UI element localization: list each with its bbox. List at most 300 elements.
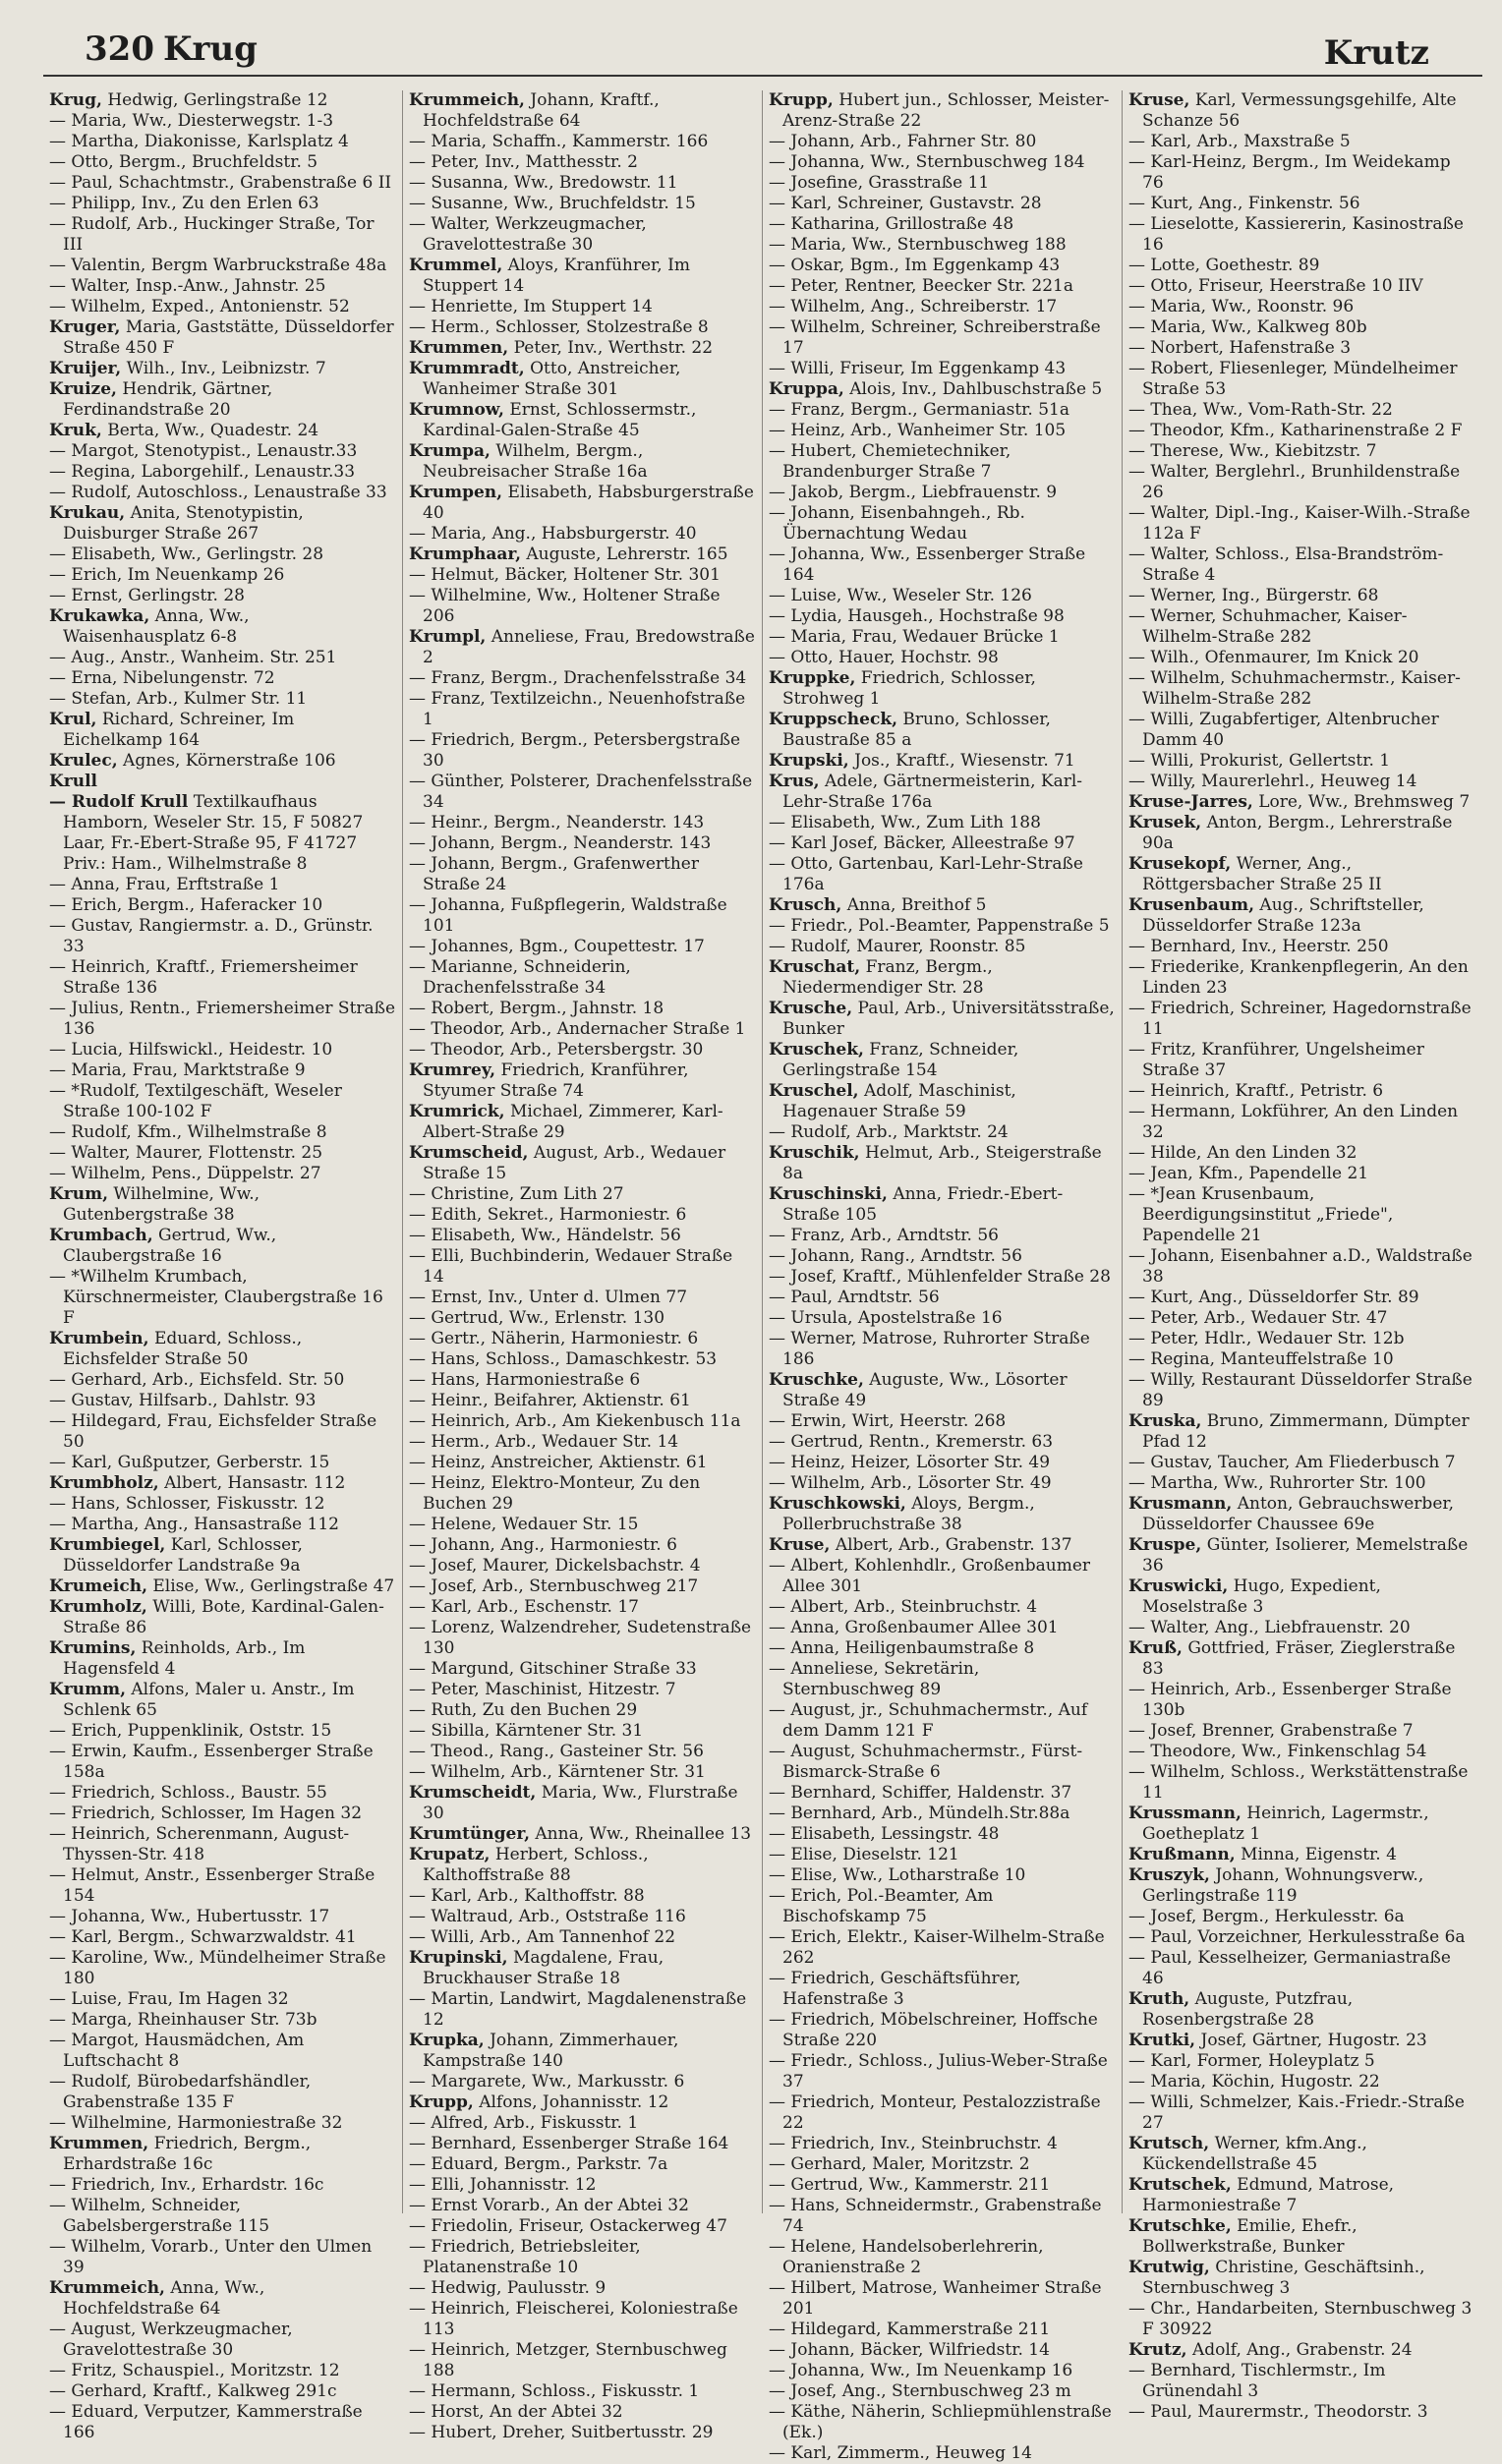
directory-entry — [49, 1865, 396, 1907]
entry-details: — Elisabeth, Ww., Gerlingstr. 28 — [49, 544, 324, 564]
directory-entry — [409, 854, 756, 895]
entry-details: — Susanne, Ww., Bruchfeldstr. 15 — [409, 194, 696, 213]
directory-entry — [409, 194, 756, 214]
directory-entry — [769, 648, 1116, 668]
directory-entry — [769, 359, 1116, 379]
entry-details: — Peter, Inv., Matthesstr. 2 — [409, 152, 638, 172]
entry-details: — Peter, Hdlr., Wedauer Str. 12b — [1128, 1329, 1405, 1348]
entry-details: — Otto, Bergm., Bruchfeldstr. 5 — [49, 152, 318, 172]
entry-details: — Walter, Schloss., Elsa-Brandström-Straße 4 — [1128, 544, 1444, 585]
entry-surname: Kruschinski, — [769, 1184, 888, 1204]
entry-details: Friedrich, Bergm., Erhardstraße 16c — [63, 2134, 312, 2174]
entry-details: — Franz, Bergm., Germaniastr. 51a — [769, 400, 1069, 420]
directory-entry — [49, 1927, 396, 1948]
entry-surname: Krupski, — [769, 751, 849, 771]
entry-details: — August, Werkzeugmacher, Gravelottestraße 30 — [49, 2320, 293, 2360]
directory-entry — [409, 1948, 756, 1989]
directory-entry — [49, 1040, 396, 1060]
directory-entry — [769, 1143, 1116, 1184]
entry-surname: Krumbholz, — [49, 1473, 159, 1493]
entry-details: — Gerhard, Maler, Moritzstr. 2 — [769, 2154, 1030, 2174]
directory-entry — [1128, 1411, 1476, 1453]
directory-entry — [1128, 276, 1476, 297]
directory-entry — [769, 2320, 1116, 2340]
entry-details: Jos., Kraftf., Wiesenstr. 71 — [854, 751, 1075, 771]
entry-details: Wilhelmine, Ww., Gutenbergstraße 38 — [63, 1184, 260, 1225]
entry-details: — Gertrud, Rentn., Kremerstr. 63 — [769, 1432, 1054, 1452]
entry-details: — Friedrich, Schlosser, Im Hagen 32 — [49, 1804, 363, 1823]
entry-details: — Sibilla, Kärntener Str. 31 — [409, 1721, 644, 1741]
entry-details: — Karl, Zimmerm., Heuweg 14 — [769, 2443, 1032, 2463]
entry-details: Maria, Gaststätte, Düsseldorfer Straße 450 F — [63, 317, 394, 358]
entry-details: — Margot, Stenotypist., Lenaustr.33 — [49, 441, 358, 461]
entry-details: — Heinrich, Scherenmann, August-Thyssen-Str. 418 — [49, 1824, 350, 1864]
entry-details: — Friedrich, Inv., Steinbruchstr. 4 — [769, 2134, 1058, 2153]
directory-entry — [769, 1886, 1116, 1927]
entry-details: Magdalene, Frau, Bruckhauser Straße 18 — [423, 1948, 664, 1988]
directory-entry — [769, 1969, 1116, 2010]
entry-details: — Hilde, An den Linden 32 — [1128, 1143, 1358, 1163]
directory-entry — [49, 462, 396, 483]
entry-details: — Philipp, Inv., Zu den Erlen 63 — [49, 194, 319, 213]
entry-details: Adele, Gärtnermeisterin, Karl-Lehr-Straße 176a — [782, 772, 1083, 812]
entry-surname: Krutwig, — [1128, 2258, 1210, 2277]
directory-entry — [49, 565, 396, 586]
directory-entry — [1128, 2175, 1476, 2216]
directory-entry — [1128, 1762, 1476, 1804]
directory-entry — [769, 503, 1116, 544]
directory-entry — [409, 1515, 756, 1535]
entry-details: — Johann, Rang., Arndtstr. 56 — [769, 1246, 1022, 1266]
directory-entry — [769, 483, 1116, 503]
directory-entry — [769, 1556, 1116, 1597]
entry-details: — Bernhard, Essenberger Straße 164 — [409, 2134, 729, 2153]
entry-details: Anton, Gebrauchswerber, Düsseldorfer Chaussee 69e — [1142, 1494, 1455, 1534]
directory-entry — [409, 2134, 756, 2154]
directory-entry — [769, 586, 1116, 606]
entry-details: Christine, Geschäftsinh., Sternbuschweg 3 — [1142, 2258, 1425, 2298]
entry-details: Elisabeth, Habsburgerstraße 40 — [423, 483, 754, 523]
directory-entry — [769, 2051, 1116, 2092]
directory-entry — [409, 1659, 756, 1680]
directory-entry — [1128, 586, 1476, 606]
entry-details: — Willy, Restaurant Düsseldorfer Straße 89 — [1128, 1370, 1473, 1410]
entry-details: — Albert, Arb., Steinbruchstr. 4 — [769, 1597, 1038, 1617]
directory-entry — [409, 1411, 756, 1432]
entry-details: Adolf, Ang., Grabenstr. 24 — [1191, 2340, 1413, 2360]
directory-entry — [1128, 751, 1476, 772]
entry-details: — Karl Josef, Bäcker, Alleestraße 97 — [769, 833, 1075, 853]
directory-entry — [1128, 1040, 1476, 1081]
entry-details: — Heinrich, Kraftf., Friemersheimer Straße 136 — [49, 957, 358, 998]
entry-details: — Norbert, Hafenstraße 3 — [1128, 338, 1352, 358]
directory-entry — [409, 999, 756, 1019]
entry-details: — Hermann, Lokführer, An den Linden 32 — [1128, 1102, 1459, 1142]
entry-details: — Martin, Landwirt, Magdalenenstraße 12 — [409, 1989, 747, 2030]
entry-details: — Kurt, Ang., Finkenstr. 56 — [1128, 194, 1360, 213]
directory-entry — [1128, 854, 1476, 895]
entry-details: — Paul, Arndtstr. 56 — [769, 1288, 940, 1307]
directory-entry — [409, 256, 756, 297]
entry-surname: Kruize, — [49, 379, 117, 399]
directory-entry — [1128, 1638, 1476, 1680]
entry-surname: Krumeich, — [49, 1576, 147, 1596]
directory-entry — [49, 1783, 396, 1804]
entry-surname: Krutki, — [1128, 2031, 1196, 2050]
entry-details: — Wilhelm, Schneider, Gabelsbergerstraße 115 — [49, 2196, 270, 2236]
directory-entry — [769, 999, 1116, 1040]
entry-details: — Heinz, Anstreicher, Aktienstr. 61 — [409, 1453, 708, 1472]
entry-surname: Krusmann, — [1128, 1494, 1233, 1514]
directory-entry — [409, 1535, 756, 1556]
entry-details: — Rudolf, Arb., Huckinger Straße, Tor III — [49, 214, 375, 255]
header-first-entry: Krug — [163, 29, 258, 69]
directory-entry — [1128, 937, 1476, 957]
entry-details: Gottfried, Fräser, Zieglerstraße 83 — [1142, 1638, 1456, 1679]
directory-entry — [409, 1742, 756, 1762]
directory-entry — [1128, 1370, 1476, 1411]
directory-entry — [1128, 2216, 1476, 2258]
directory-entry — [769, 2154, 1116, 2175]
entry-details: — Regina, Laborgehilf., Lenaustr.33 — [49, 462, 356, 482]
directory-entry — [49, 2361, 396, 2381]
entry-details: — Lydia, Hausgeh., Hochstraße 98 — [769, 606, 1065, 626]
entry-surname: Kruijer, — [49, 359, 122, 378]
entry-details: — Friedrich, Schloss., Baustr. 55 — [49, 1783, 327, 1803]
directory-entry — [49, 1515, 396, 1535]
directory-entry — [409, 1907, 756, 1927]
entry-surname: Krumbein, — [49, 1329, 149, 1348]
directory-entry — [1128, 317, 1476, 338]
entry-details: — Chr., Handarbeiten, Sternbuschweg 3 F 30922 — [1128, 2299, 1473, 2339]
directory-entry — [1128, 400, 1476, 421]
directory-entry — [409, 1040, 756, 1060]
directory-entry — [1128, 1494, 1476, 1535]
directory-entry — [409, 1597, 756, 1618]
directory-entry — [769, 1865, 1116, 1886]
directory-entry — [49, 1391, 396, 1411]
directory-entry — [769, 421, 1116, 441]
directory-entry — [49, 173, 396, 194]
entry-details: Michael, Zimmerer, Karl-Albert-Straße 29 — [423, 1102, 723, 1142]
directory-entry — [49, 214, 396, 256]
entry-details: — Friedrich, Inv., Erhardstr. 16c — [49, 2175, 324, 2195]
directory-entry — [409, 1019, 756, 1040]
directory-entry — [1128, 441, 1476, 462]
entry-details: — Anna, Heiligenbaumstraße 8 — [769, 1638, 1035, 1658]
directory-entry — [409, 1329, 756, 1349]
entry-details: Eduard, Schloss., Eichsfelder Straße 50 — [63, 1329, 303, 1369]
entry-details: — Theodor, Kfm., Katharinenstraße 2 F — [1128, 421, 1463, 440]
directory-entry — [409, 627, 756, 668]
directory-entry — [49, 256, 396, 276]
directory-entry — [769, 1453, 1116, 1473]
directory-entry — [769, 2092, 1116, 2134]
entry-details: — Karl, Former, Holeyplatz 5 — [1128, 2051, 1375, 2071]
entry-surname: Kruk, — [49, 421, 102, 440]
directory-entry — [409, 2154, 756, 2175]
entry-details: — Willi, Friseur, Im Eggenkamp 43 — [769, 359, 1067, 378]
directory-entry — [409, 173, 756, 194]
directory-entry — [409, 2092, 756, 2113]
entry-details: — Johanna, Ww., Essenberger Straße 164 — [769, 544, 1086, 585]
directory-entry — [1128, 90, 1476, 132]
directory-entry — [409, 1308, 756, 1329]
directory-entry — [769, 2175, 1116, 2196]
directory-entry — [49, 2175, 396, 2196]
directory-entry — [769, 1597, 1116, 1618]
entry-details: — Werner, Matrose, Ruhrorter Straße 186 — [769, 1329, 1090, 1369]
directory-entry — [409, 1824, 756, 1845]
entry-surname: Krus, — [769, 772, 820, 791]
directory-column-1 — [43, 90, 403, 2442]
entry-details: — Bernhard, Inv., Heerstr. 250 — [1128, 937, 1389, 956]
directory-entry — [409, 2113, 756, 2134]
directory-entry — [1128, 2258, 1476, 2299]
entry-details: — Martha, Ww., Ruhrorter Str. 100 — [1128, 1473, 1426, 1493]
directory-entry — [49, 1164, 396, 1184]
entry-details: — Friederike, Krankenpflegerin, An den Linden 23 — [1128, 957, 1469, 998]
entry-details: — Gertrud, Ww., Erlenstr. 130 — [409, 1308, 665, 1328]
entry-details: — Elli, Johannisstr. 12 — [409, 2175, 597, 2195]
directory-entry — [409, 1700, 756, 1721]
directory-entry — [769, 1226, 1116, 1246]
entry-details: Emilie, Ehefr., Bollwerkstraße, Bunker — [1142, 2216, 1358, 2257]
entry-details: — Peter, Arb., Wedauer Str. 47 — [1128, 1308, 1388, 1328]
entry-surname: Krusche, — [769, 999, 853, 1018]
directory-entry — [409, 1556, 756, 1576]
entry-details: — Bernhard, Schiffer, Haldenstr. 37 — [769, 1783, 1072, 1803]
entry-details: — Bernhard, Tischlermstr., Im Grünendahl 3 — [1128, 2361, 1386, 2401]
directory-entry — [769, 813, 1116, 833]
directory-entry — [1128, 1246, 1476, 1288]
entry-surname: Krupp, — [409, 2092, 474, 2112]
directory-entry — [409, 937, 756, 957]
directory-entry — [49, 606, 396, 648]
directory-entry — [49, 1638, 396, 1680]
directory-entry — [409, 2381, 756, 2402]
directory-entry — [1128, 1473, 1476, 1494]
directory-entry — [1128, 1349, 1476, 1370]
directory-entry — [409, 1886, 756, 1907]
entry-details: — Henriette, Im Stuppert 14 — [409, 297, 653, 316]
entry-surname: Krupp, — [769, 90, 834, 110]
directory-entry — [769, 276, 1116, 297]
entry-details: — Elise, Ww., Lotharstraße 10 — [769, 1865, 1026, 1885]
entry-details: — Walter, Insp.-Anw., Jahnstr. 25 — [49, 276, 326, 296]
directory-entry — [409, 1246, 756, 1288]
entry-details: — Johann, Ang., Harmoniestr. 6 — [409, 1535, 677, 1555]
entry-details: — Willi, Arb., Am Tannenhof 22 — [409, 1927, 676, 1947]
directory-entry — [409, 2237, 756, 2278]
entry-details: — Wilhelmine, Harmoniestraße 32 — [49, 2113, 343, 2133]
directory-entry — [49, 648, 396, 668]
entry-surname: Krummel, — [409, 256, 503, 275]
entry-details: — Karl, Bergm., Schwarzwaldstr. 41 — [49, 1927, 357, 1947]
entry-details: Hendrik, Gärtner, Ferdinandstraße 20 — [63, 379, 273, 420]
entry-details: — Franz, Arb., Arndtstr. 56 — [769, 1226, 999, 1245]
entry-details: — Hildegard, Kammerstraße 211 — [769, 2320, 1051, 2339]
entry-details: — Hans, Harmoniestraße 6 — [409, 1370, 641, 1390]
directory-entry — [49, 1081, 396, 1122]
directory-entry — [769, 895, 1116, 916]
entry-details: — Lotte, Goethestr. 89 — [1128, 256, 1320, 275]
directory-entry — [1128, 152, 1476, 194]
directory-entry — [1128, 359, 1476, 400]
entry-surname: Krumholz, — [49, 1597, 147, 1617]
entry-surname: Krusek, — [1128, 813, 1202, 832]
directory-entry — [1128, 2361, 1476, 2402]
entry-details: — Paul, Vorzeichner, Herkulesstraße 6a — [1128, 1927, 1466, 1947]
entry-details: Peter, Inv., Werthstr. 22 — [513, 338, 714, 358]
entry-details: — Johann, Bergm., Grafenwerther Straße 24 — [409, 854, 699, 894]
entry-details: Albert, Hansastr. 112 — [164, 1473, 346, 1493]
entry-details: — Walter, Dipl.-Ing., Kaiser-Wilh.-Straße 112a F — [1128, 503, 1471, 544]
entry-details: — Helene, Wedauer Str. 15 — [409, 1515, 639, 1534]
entry-details: — Karl-Heinz, Bergm., Im Weidekamp 76 — [1128, 152, 1451, 193]
entry-details: Anna, Ww., Hochfeldstraße 64 — [63, 2278, 265, 2319]
entry-details: — Friedrich, Geschäftsführer, Hafenstraße 3 — [769, 1969, 1021, 2009]
directory-entry — [769, 1329, 1116, 1370]
entry-details: — Horst, An der Abtei 32 — [409, 2402, 623, 2422]
directory-entry — [769, 2381, 1116, 2402]
entry-details: — Heinr., Bergm., Neanderstr. 143 — [409, 813, 705, 832]
entry-details: — Maria, Ang., Habsburgerstr. 40 — [409, 524, 697, 544]
directory-entry — [409, 2340, 756, 2381]
directory-entry — [769, 1184, 1116, 1226]
entry-details: — Margot, Hausmädchen, Am Luftschacht 8 — [49, 2031, 305, 2071]
directory-entry — [769, 1040, 1116, 1081]
directory-entry — [1128, 1680, 1476, 1721]
directory-entry — [49, 441, 396, 462]
directory-column-3 — [763, 90, 1123, 2463]
entry-details: Helmut, Arb., Steigerstraße 8a — [782, 1143, 1102, 1183]
entry-details: — Maria, Ww., Sternbuschweg 188 — [769, 235, 1067, 255]
entry-details: — Alfred, Arb., Fiskusstr. 1 — [409, 2113, 639, 2133]
directory-entry — [49, 2320, 396, 2361]
entry-details: — Edith, Sekret., Harmoniestr. 6 — [409, 1205, 687, 1225]
entry-details: — *Rudolf, Textilgeschäft, Weseler Straße 100-102 F — [49, 1081, 342, 1121]
entry-surname: Kruska, — [1128, 1411, 1202, 1431]
entry-surname: Krull — [49, 772, 98, 791]
directory-entry — [49, 1370, 396, 1391]
directory-entry — [1128, 544, 1476, 586]
entry-details: — Helmut, Bäcker, Holtener Str. 301 — [409, 565, 721, 585]
entry-details: Heinrich, Lagermstr., Goetheplatz 1 — [1142, 1804, 1429, 1844]
entry-details: Wilhelm, Bergm., Neubreisacher Straße 16a — [423, 441, 648, 482]
directory-entry — [409, 90, 756, 132]
entry-details: — Hans, Schloss., Damaschkestr. 53 — [409, 1349, 718, 1369]
entry-surname: Kruspe, — [1128, 1535, 1202, 1555]
entry-details: Adolf, Maschinist, Hagenauer Straße 59 — [782, 1081, 1016, 1121]
entry-details: — Hans, Schlosser, Fiskusstr. 12 — [49, 1494, 325, 1514]
entry-details: — Rudolf, Bürobedarfshändler, Grabenstraße 135 F — [49, 2072, 312, 2112]
directory-entry — [769, 152, 1116, 173]
entry-details: — Eduard, Bergm., Parkstr. 7a — [409, 2154, 668, 2174]
directory-entry — [769, 1783, 1116, 1804]
entry-details: — Elisabeth, Lessingstr. 48 — [769, 1824, 1000, 1844]
entry-details: — Wilhelm, Pens., Düppelstr. 27 — [49, 1164, 321, 1183]
entry-details: — Franz, Bergm., Drachenfelsstraße 34 — [409, 668, 747, 688]
directory-entry — [49, 895, 396, 916]
entry-details: — Elisabeth, Ww., Händelstr. 56 — [409, 1226, 681, 1245]
entry-details: — Wilhelm, Schloss., Werkstättenstraße 11 — [1128, 1762, 1469, 1803]
directory-entry — [49, 875, 396, 895]
entry-surname: Krummen, — [49, 2134, 149, 2153]
entry-surname: Kruse-Jarres, — [1128, 792, 1253, 812]
entry-details: — Walter, Werkzeugmacher, Gravelottestraße 30 — [409, 214, 647, 255]
entry-surname: Krumpen, — [409, 483, 503, 502]
directory-entry — [769, 627, 1116, 648]
directory-entry — [49, 2237, 396, 2278]
directory-entry — [769, 710, 1116, 751]
entry-details: — Heinz, Heizer, Lösorter Str. 49 — [769, 1453, 1051, 1472]
entry-details: Franz, Bergm., Niedermendiger Str. 28 — [782, 957, 993, 998]
entry-details: — Gertrud, Ww., Kammerstr. 211 — [769, 2175, 1051, 2195]
directory-entry — [49, 2381, 396, 2402]
entry-details: — Susanna, Ww., Bredowstr. 11 — [409, 173, 678, 193]
directory-entry — [769, 1638, 1116, 1659]
entry-details: — Heinz, Arb., Wanheimer Str. 105 — [769, 421, 1067, 440]
entry-details: — Friedolin, Friseur, Ostackerweg 47 — [409, 2216, 727, 2236]
directory-entry — [409, 338, 756, 359]
entry-surname: Kruppke, — [769, 668, 856, 688]
entry-details: — Hilbert, Matrose, Wanheimer Straße 201 — [769, 2278, 1102, 2319]
entry-details: — Robert, Fliesenleger, Mündelheimer Straße 53 — [1128, 359, 1458, 399]
directory-entry — [49, 689, 396, 710]
entry-surname: Krupinski, — [409, 1948, 508, 1968]
directory-entry — [409, 730, 756, 772]
entry-details: — Maria, Ww., Roonstr. 96 — [1128, 297, 1355, 316]
directory-entry — [49, 916, 396, 957]
entry-details: — Karl, Arb., Kalthoffstr. 88 — [409, 1886, 645, 1906]
entry-details: — August, jr., Schuhmachermstr., Auf dem Damm 121 F — [769, 1700, 1088, 1741]
directory-entry — [1128, 2402, 1476, 2423]
entry-details: — Fritz, Schauspiel., Moritzstr. 12 — [49, 2361, 340, 2380]
entry-surname: Krumbiegel, — [49, 1535, 166, 1555]
directory-entry — [409, 1060, 756, 1102]
directory-entry — [769, 379, 1116, 400]
entry-details: — Walter, Maurer, Flottenstr. 25 — [49, 1143, 323, 1163]
entry-details: — Heinz, Elektro-Monteur, Zu den Buchen 29 — [409, 1473, 701, 1514]
entry-details: Johann, Zimmerhauer, Kampstraße 140 — [423, 2031, 679, 2071]
entry-details: Berta, Ww., Quadestr. 24 — [107, 421, 319, 440]
directory-entry — [49, 586, 396, 606]
entry-surname: Kruschek, — [769, 1040, 864, 1060]
entry-details: — Hubert, Dreher, Suitbertusstr. 29 — [409, 2423, 714, 2442]
entry-details: Alfons, Johannisstr. 12 — [479, 2092, 669, 2112]
entry-details: Karl, Schlosser, Düsseldorfer Landstraße 9a — [63, 1535, 303, 1576]
directory-entry — [49, 957, 396, 999]
directory-entry — [769, 194, 1116, 214]
entry-details: — Rudolf, Autoschloss., Lenaustraße 33 — [49, 483, 387, 502]
directory-entry — [1128, 2051, 1476, 2072]
header-last-entry: Krutz — [1323, 33, 1429, 73]
entry-details: — Anneliese, Sekretärin, Sternbuschweg 89 — [769, 1659, 980, 1699]
entry-details: — Erwin, Wirt, Heerstr. 268 — [769, 1411, 1007, 1431]
directory-entry — [49, 2278, 396, 2320]
directory-entry — [409, 2299, 756, 2340]
entry-surname: Krupatz, — [409, 1845, 491, 1864]
entry-details: — Josef, Brenner, Grabenstraße 7 — [1128, 1721, 1414, 1741]
entry-details: — Johannes, Bgm., Coupettestr. 17 — [409, 937, 705, 956]
directory-entry — [409, 1618, 756, 1659]
entry-details: — Julius, Rentn., Friemersheimer Straße 136 — [49, 999, 396, 1039]
directory-entry — [49, 152, 396, 173]
directory-entry — [769, 2134, 1116, 2154]
entry-details: Josef, Gärtner, Hugostr. 23 — [1200, 2031, 1427, 2050]
directory-entry — [409, 895, 756, 937]
